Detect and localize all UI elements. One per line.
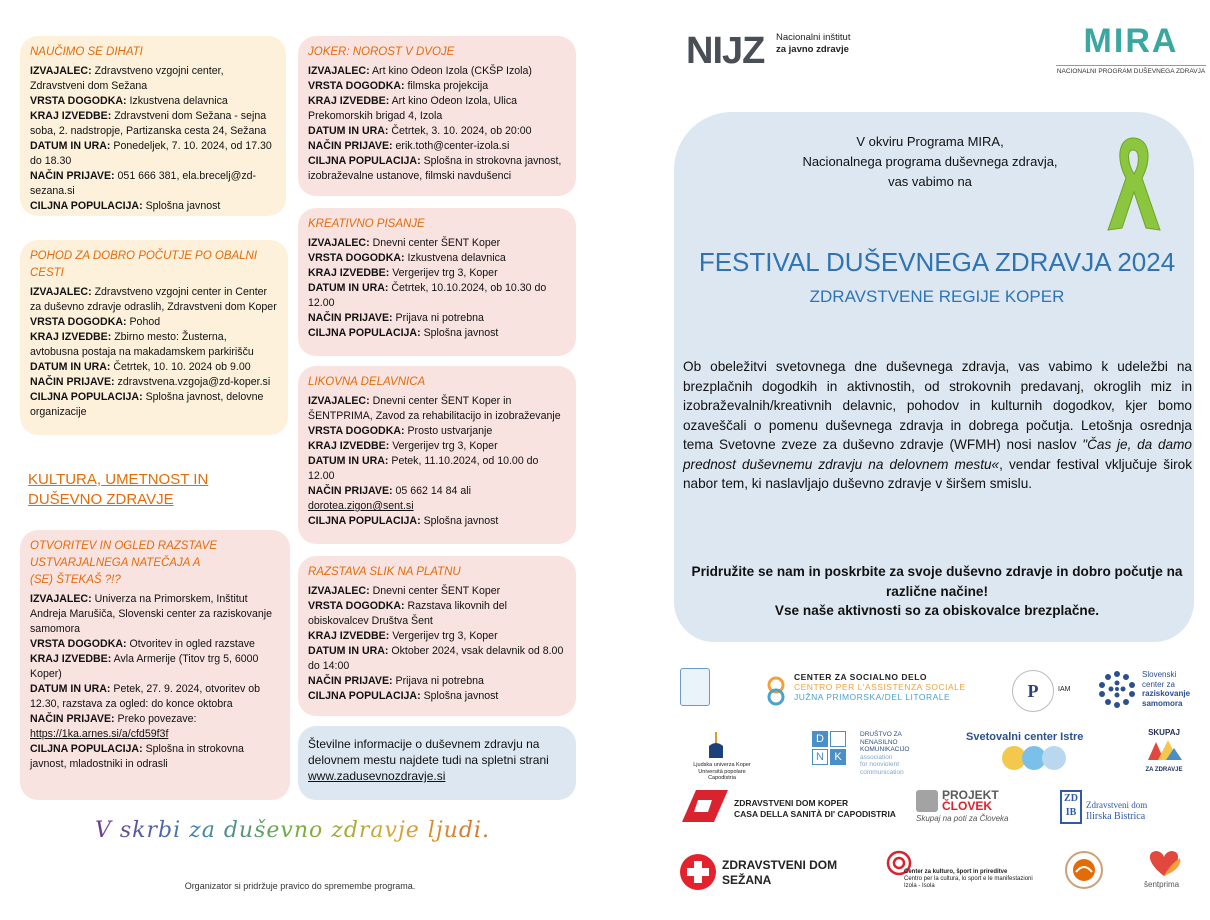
- event-title: LIKOVNA DELAVNICA: [308, 376, 426, 388]
- event-card-dihati: NAUČIMO SE DIHATI IZVAJALEC: Zdravstveno vzgojni center, Zdravstveni dom Sežana VRSTA DOGODKA: Izkustvena delavnica KRAJ IZVEDBE: Zdravstveni dom Sežana - sejna soba, 2. nadstropje, Partizanska cesta 24, Sežana DATUM IN URA: Ponedeljek, 7. 10. 2024, od 17.30 do 18.30 NAČIN PRIJAVE: 051 666 381, ela.brecelj@zd-sezana.si CILJNA POPULACIJA: Splošna javnost: [20, 36, 286, 216]
- partner-logo-up: P: [1012, 670, 1054, 712]
- slogan: V skrbi za duševno zdravje ljudi.: [95, 818, 490, 843]
- partner-logo-zd-ib: Zdravstveni dom Ilirska Bistrica: [1086, 800, 1148, 822]
- event-card-joker: JOKER: NOROST V DVOJE IZVAJALEC: Art kino Odeon Izola (CKŠP Izola) VRSTA DOGODKA: filmska projekcija KRAJ IZVEDBE: Art kino Odeon Izola, Ulica Prekomorskih brigad 4, Izola DATUM IN URA: Četrtek, 3. 10. 2024, ob 20:00 NAČIN PRIJAVE: erik.toth@center-izola.si CILJNA POPULACIJA: Splošna in strokovna javnost, izobraževalne ustanove, filmski navdušenci: [298, 36, 576, 196]
- nijz-text: Nacionalni inštitut za javno zdravje: [776, 32, 851, 55]
- registration-link[interactable]: https://1ka.arnes.si/a/cfd59f3f: [30, 728, 169, 740]
- scrs-logo-icon: [1096, 668, 1138, 710]
- partner-logo-sentprima: šentprima: [1144, 880, 1180, 889]
- partner-round-logo-icon: [1064, 850, 1104, 890]
- festival-title: FESTIVAL DUŠEVNEGA ZDRAVJA 2024: [698, 247, 1176, 277]
- zd-sezana-logo-icon: [678, 852, 718, 892]
- partner-logo-scrs: Slovenski center za raziskovanje samomora: [1142, 670, 1191, 708]
- info-text: Številne informacije o duševnem zdravju na delovnem mestu najdete tudi na spletni strani: [308, 737, 549, 767]
- partner-logo-zd-koper: ZDRAVSTVENI DOM KOPER CASA DELLA SANITÀ DI' CAPODISTRIA: [734, 798, 896, 819]
- event-title: NAUČIMO SE DIHATI: [30, 46, 143, 58]
- partner-logo-svc: Svetovalni center Istre: [966, 731, 1084, 743]
- partner-logo-csd: CENTER ZA SOCIALNO DELO CENTRO PER L'ASSISTENZA SOCIALE JUŽNA PRIMORSKA/DEL LITORALE: [794, 672, 966, 702]
- event-title: OTVORITEV IN OGLED RAZSTAVE USTVARJALNEGA NATEČAJA A (SE) ŠTEKAŠ ?!?: [30, 540, 218, 586]
- info-box: [298, 726, 576, 800]
- event-card-likovna-delavnica: LIKOVNA DELAVNICA IZVAJALEC: Dnevni center ŠENT Koper in ŠENTPRIMA, Zavod za rehabilitacijo in izobraževanje VRSTA DOGODKA: Prosto ustvarjanje KRAJ IZVEDBE: Vergerijev trg 3, Koper DATUM IN URA: Petek, 11.10.2024, od 10.00 do 12.00 NAČIN PRIJAVE: 05 662 14 84 ali dorotea.zigon@sent.si CILJNA POPULACIJA: Splošna javnost: [298, 366, 576, 544]
- festival-description: Ob obeležitvi svetovnega dne duševnega zdravja, vas vabimo k udeležbi na brezplačnih dogodkih in aktivnostih, od strokovnih predavanj, okroglih miz in izobraževalnih/kreativnih delavnic, pohodov in kulturnih dogodkov, kjer bomo ozaveščali o pomenu duševnega zdravja in dobrega počutja. Letošnja osrednja tema Svetovne zveze za duševno zdravje (WFMH) nosi naslov "Čas je, da damo prednost duševnemu zdravju na delovnem mestu«, vendar festival vključuje širok nabor tem, ki naslavljajo duševno zdravje v širšem smislu.: [683, 359, 1192, 491]
- csd-logo-icon: [763, 676, 789, 706]
- partner-logo-lu-koper: Ljudska univerza Koper Università popolare Capodistria: [693, 762, 751, 781]
- skupaj-logo-icon: [1144, 738, 1184, 762]
- partner-logo-cki: Center za kulturo, šport in prireditve Centro per la cultura, lo sport e le manifestazioni Izola - Isola: [904, 869, 1033, 889]
- event-title: JOKER: NOROST V DVOJE: [308, 46, 455, 58]
- event-card-pohod: POHOD ZA DOBRO POČUTJE PO OBALNI CESTI IZVAJALEC: Zdravstveno vzgojni center in Center za duševno zdravje odraslih, Zdravstveni dom Koper VRSTA DOGODKA: Pohod KRAJ IZVEDBE: Zbirno mesto: Žusterna, avtobusna postaja na makadamskem parkirišču DATUM IN URA: Četrtek, 10. 10. 2024 ob 9.00 NAČIN PRIJAVE: zdravstvena.vzgoja@zd-koper.si CILJNA POPULACIJA: Splošna javnost, delovne organizacije: [20, 240, 288, 435]
- email-link[interactable]: dorotea.zigon@sent.si: [308, 500, 414, 512]
- festival-invitation: Pridružite se nam in poskrbite za svoje duševno zdravje in dobro počutje na različne načine! Vse naše aktivnosti so za obiskovalce brezplačne.: [691, 564, 1183, 618]
- event-card-kreativno-pisanje: KREATIVNO PISANJE IZVAJALEC: Dnevni center ŠENT Koper VRSTA DOGODKA: Izkustvena delavnica KRAJ IZVEDBE: Vergerijev trg 3, Koper DATUM IN URA: Četrtek, 10.10.2024, ob 10.30 do 12.00 NAČIN PRIJAVE: Prijava ni potrebna CILJNA POPULACIJA: Splošna javnost: [298, 208, 576, 356]
- partner-logo-projekt-clovek: PROJEKT ČLOVEK Skupaj na poti za Človeka: [916, 788, 1009, 823]
- event-card-razstava-natecaj: OTVORITEV IN OGLED RAZSTAVE USTVARJALNEGA NATEČAJA A (SE) ŠTEKAŠ ?!? IZVAJALEC: Univerza na Primorskem, Inštitut Andreja Marušiča, Slovenski center za raziskovanje samomora VRSTA DOGODKA: Otvoritev in ogled razstave KRAJ IZVEDBE: Avla Armerije (Titov trg 5, 6000 Koper) DATUM IN URA: Petek, 27. 9. 2024, otvoritev ob 12.30, razstava za ogled: do konce oktobra NAČIN PRIJAVE: Preko povezave: https://1ka.arnes.si/a/cfd59f3f CILJNA POPULACIJA: Splošna in strokovna javnost, mladostniki in odrasli: [20, 530, 290, 800]
- partner-logo-dnk: DRUŠTVO ZA NENASILNO KOMUNIKACIJO association for nonviolent communication: [860, 731, 910, 776]
- event-title: KREATIVNO PISANJE: [308, 218, 425, 230]
- sentprima-heart-icon: [1144, 848, 1184, 878]
- hero-intro: V okviru Programa MIRA, Nacionalnega programa duševnega zdravja, vas vabimo na: [802, 134, 1058, 189]
- event-title: POHOD ZA DOBRO POČUTJE PO OBALNI CESTI: [30, 250, 258, 279]
- partner-logo-univerza: [680, 668, 710, 706]
- section-culture-heading: KULTURA, UMETNOST IN DUŠEVNO ZDRAVJE: [28, 471, 209, 508]
- partner-logo-zd-sezana: ZDRAVSTVENI DOM SEŽANA: [722, 858, 838, 887]
- partner-logo-iam: IAM: [1058, 686, 1071, 693]
- nijz-logo: NIJZ: [686, 30, 765, 72]
- website-link[interactable]: www.zadusevnozdravje.si: [308, 769, 446, 783]
- festival-subtitle: ZDRAVSTVENE REGIJE KOPER: [809, 287, 1065, 306]
- zd-ib-logo-icon: ZD IB: [1060, 790, 1082, 824]
- partner-logo-skupaj: SKUPAJ ZA ZDRAVJE: [1145, 728, 1183, 773]
- lu-koper-logo-icon: [706, 730, 726, 760]
- organizer-note: Organizator si pridržuje pravico do spremembe programa.: [184, 881, 416, 891]
- event-card-razstava-slik: RAZSTAVA SLIK NA PLATNU IZVAJALEC: Dnevni center ŠENT Koper VRSTA DOGODKA: Razstava likovnih del obiskovalcev Društva Šent KRAJ IZVEDBE: Vergerijev trg 3, Koper DATUM IN URA: Oktober 2024, vsak delavnik od 8.00 do 14:00 NAČIN PRIJAVE: Prijava ni potrebna CILJNA POPULACIJA: Splošna javnost: [298, 556, 576, 716]
- mira-logo: MIRA NACIONALNI PROGRAM DUŠEVNEGA ZDRAVJA: [1056, 22, 1206, 75]
- zd-koper-logo-icon: [682, 790, 728, 822]
- event-title: RAZSTAVA SLIK NA PLATNU: [308, 566, 461, 578]
- dnk-logo-icon: D N K: [812, 731, 852, 767]
- svc-logo-icon: [1000, 745, 1080, 771]
